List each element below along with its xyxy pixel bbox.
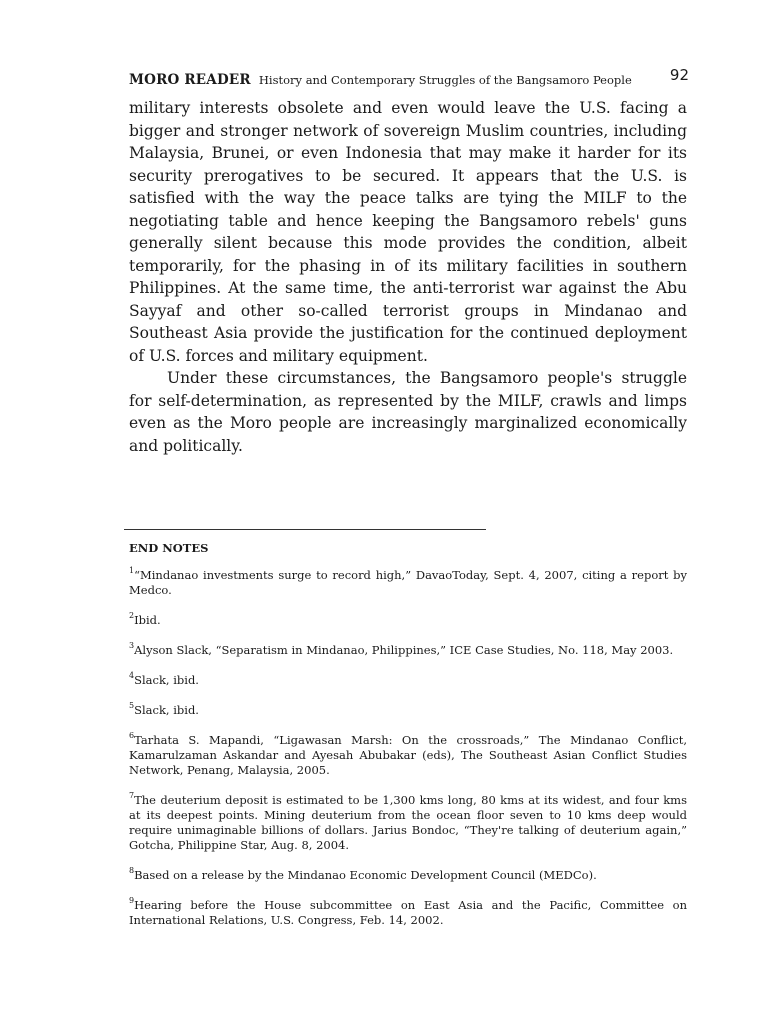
body-text <box>129 97 687 457</box>
endnote-text: “Mindanao investments surge to record high,” DavaoToday, Sept. 4, 2007, citing a report by Medco. <box>129 568 687 597</box>
endnote-number: 8 <box>129 866 135 875</box>
endnote-number: 5 <box>129 701 135 710</box>
endnotes-section <box>129 541 687 943</box>
book-title: MORO READER <box>129 72 251 88</box>
body-paragraph: military interests obsolete and even would leave the U.S. facing a bigger and stronger network of sovereign Muslim countries, including Malaysia, Brunei, or even Indonesia that may make it harder for its security prerogatives to be secured. It appears that the U.S. is satisfied with the way the peace talks are tying the MILF to the negotiating table and hence keeping the Bangsamoro rebels' guns generally silent because this mode provides the condition, albeit temporarily, for the phasing in of its military facilities in southern Philippines. At the same time, the anti-terrorist war against the Abu Sayyaf and other so-called terrorist groups in Mindanao and Southeast Asia provide the justification for the continued deployment of U.S. forces and military equipment. <box>129 99 687 365</box>
endnote <box>129 868 687 883</box>
book-subtitle: History and Contemporary Struggles of the Bangsamoro People <box>258 73 632 87</box>
endnote-text: Tarhata S. Mapandi, “Ligawasan Marsh: On the crossroads,” The Mindanao Conflict, Kamarulzaman Askandar and Ayesah Abubakar (eds), The Southeast Asian Conflict Studies Network, Penang, Malaysia, 2005. <box>129 733 687 777</box>
endnote <box>129 613 687 628</box>
endnote <box>129 568 687 598</box>
endnote <box>129 643 687 658</box>
endnote-number: 3 <box>129 641 135 650</box>
endnote-text: The deuterium deposit is estimated to be 1,300 kms long, 80 kms at its widest, and four kms at its deepest points. Mining deuterium from the ocean floor seven to 10 kms deep would require unimaginable billions of dollars. Jarius Bondoc, “They're talking of deuterium again,” Gotcha, Philippine Star, Aug. 8, 2004. <box>129 793 687 852</box>
page-number: 92 <box>669 66 689 84</box>
endnote <box>129 898 687 928</box>
endnote-text: Slack, ibid. <box>134 703 199 717</box>
endnote-number: 2 <box>129 611 135 620</box>
endnote <box>129 703 687 718</box>
running-header-title <box>129 69 632 88</box>
endnotes-divider <box>124 529 486 530</box>
endnote-text: Hearing before the House subcommittee on East Asia and the Pacific, Committee on International Relations, U.S. Congress, Feb. 14, 2002. <box>129 898 687 927</box>
endnote-number: 1 <box>129 566 135 575</box>
endnote <box>129 793 687 853</box>
endnote <box>129 733 687 778</box>
endnote-number: 6 <box>129 731 135 740</box>
body-paragraph: Under these circumstances, the Bangsamoro people's struggle for self-determination, as represented by the MILF, crawls and limps even as the Moro people are increasingly marginalized economically and politically. <box>129 369 687 455</box>
endnote-text: Slack, ibid. <box>134 673 199 687</box>
endnote-number: 9 <box>129 896 135 905</box>
endnote-number: 4 <box>129 671 135 680</box>
endnotes-heading: END NOTES <box>129 541 209 555</box>
endnote <box>129 673 687 688</box>
endnote-number: 7 <box>129 791 135 800</box>
endnote-text: Based on a release by the Mindanao Economic Development Council (MEDCo). <box>134 868 597 882</box>
running-header <box>129 66 689 88</box>
endnote-text: Ibid. <box>134 613 161 627</box>
endnote-text: Alyson Slack, “Separatism in Mindanao, Philippines,” ICE Case Studies, No. 118, May 2003. <box>134 643 674 657</box>
